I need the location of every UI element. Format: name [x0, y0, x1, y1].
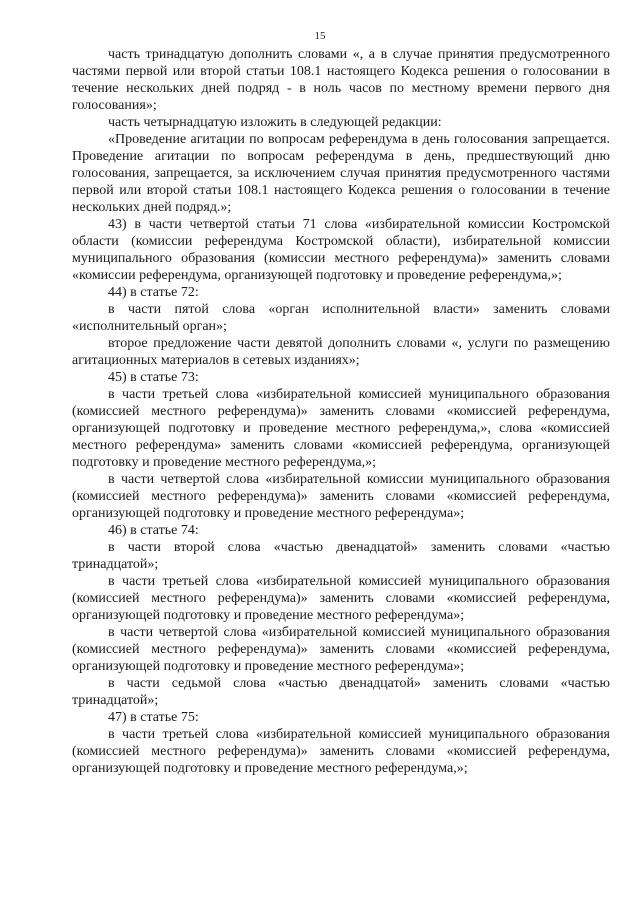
paragraph: в части четвертой слова «избирательной комиссией муниципального образования (комиссией местного референдума)» заменить словами «комиссией референдума, организующей подготовку и проведение местного референдума»; — [72, 625, 610, 674]
paragraph: в части пятой слова «орган исполнительной власти» заменить словами «исполнительный орган»; — [72, 302, 610, 334]
paragraph: второе предложение части девятой дополнить словами «, услуги по размещению агитационных материалов в сетевых изданиях»; — [72, 336, 610, 368]
paragraph: 43) в части четвертой статьи 71 слова «избирательной комиссии Костромской области (комиссии референдума Костромской области), избирательной комиссии муниципального образования (комиссии местного референдума)» заменить словами «комиссии референдума, организующей подготовку и проведение референдума,»; — [72, 217, 610, 283]
paragraph: в части третьей слова «избирательной комиссией муниципального образования (комиссией местного референдума)» заменить словами «комиссией референдума, организующей подготовку и проведение местного референдума,»; — [72, 727, 610, 776]
paragraph: 45) в статье 73: — [108, 370, 199, 385]
paragraph: часть тринадцатую дополнить словами «, а в случае принятия предусмотренного частями первой или второй статьи 108.1 настоящего Кодекса решения о голосовании в течение нескольких дней подряд - в ноль часов по местному времени первого дня голосования»; — [72, 47, 610, 113]
document-body — [72, 46, 610, 777]
page-number: 15 — [314, 30, 326, 42]
paragraph: в части четвертой слова «избирательной комиссии муниципального образования (комиссией местного референдума)» заменить словами «комиссией референдума, организующей подготовку и проведение местного референдума»; — [72, 472, 610, 521]
paragraph: в части третьей слова «избирательной комиссией муниципального образования (комиссией местного референдума)» заменить словами «комиссией референдума, организующей подготовку и проведение местного референдума,», слова «комиссией местного референдума» заменить словами «комиссией референдума, организующей подготовку и проведение местного референдума,»; — [72, 387, 610, 470]
paragraph: 47) в статье 75: — [108, 710, 199, 725]
paragraph: в части второй слова «частью двенадцатой» заменить словами «частью тринадцатой»; — [72, 540, 610, 572]
paragraph: 44) в статье 72: — [108, 285, 199, 300]
paragraph: в части третьей слова «избирательной комиссией муниципального образования (комиссией местного референдума)» заменить словами «комиссией референдума, организующей подготовку и проведение местного референдума»; — [72, 574, 610, 623]
paragraph: 46) в статье 74: — [108, 523, 199, 538]
paragraph: в части седьмой слова «частью двенадцатой» заменить словами «частью тринадцатой»; — [72, 676, 610, 708]
paragraph: «Проведение агитации по вопросам референдума в день голосования запрещается. Проведение агитации по вопросам референдума в день, предшествующий дню голосования, запрещается, за исключением случая принятия предусмотренного частями первой или второй статьи 108.1 настоящего Кодекса решения о голосовании в течение нескольких дней подряд.»; — [72, 132, 610, 215]
paragraph: часть четырнадцатую изложить в следующей редакции: — [108, 115, 442, 130]
